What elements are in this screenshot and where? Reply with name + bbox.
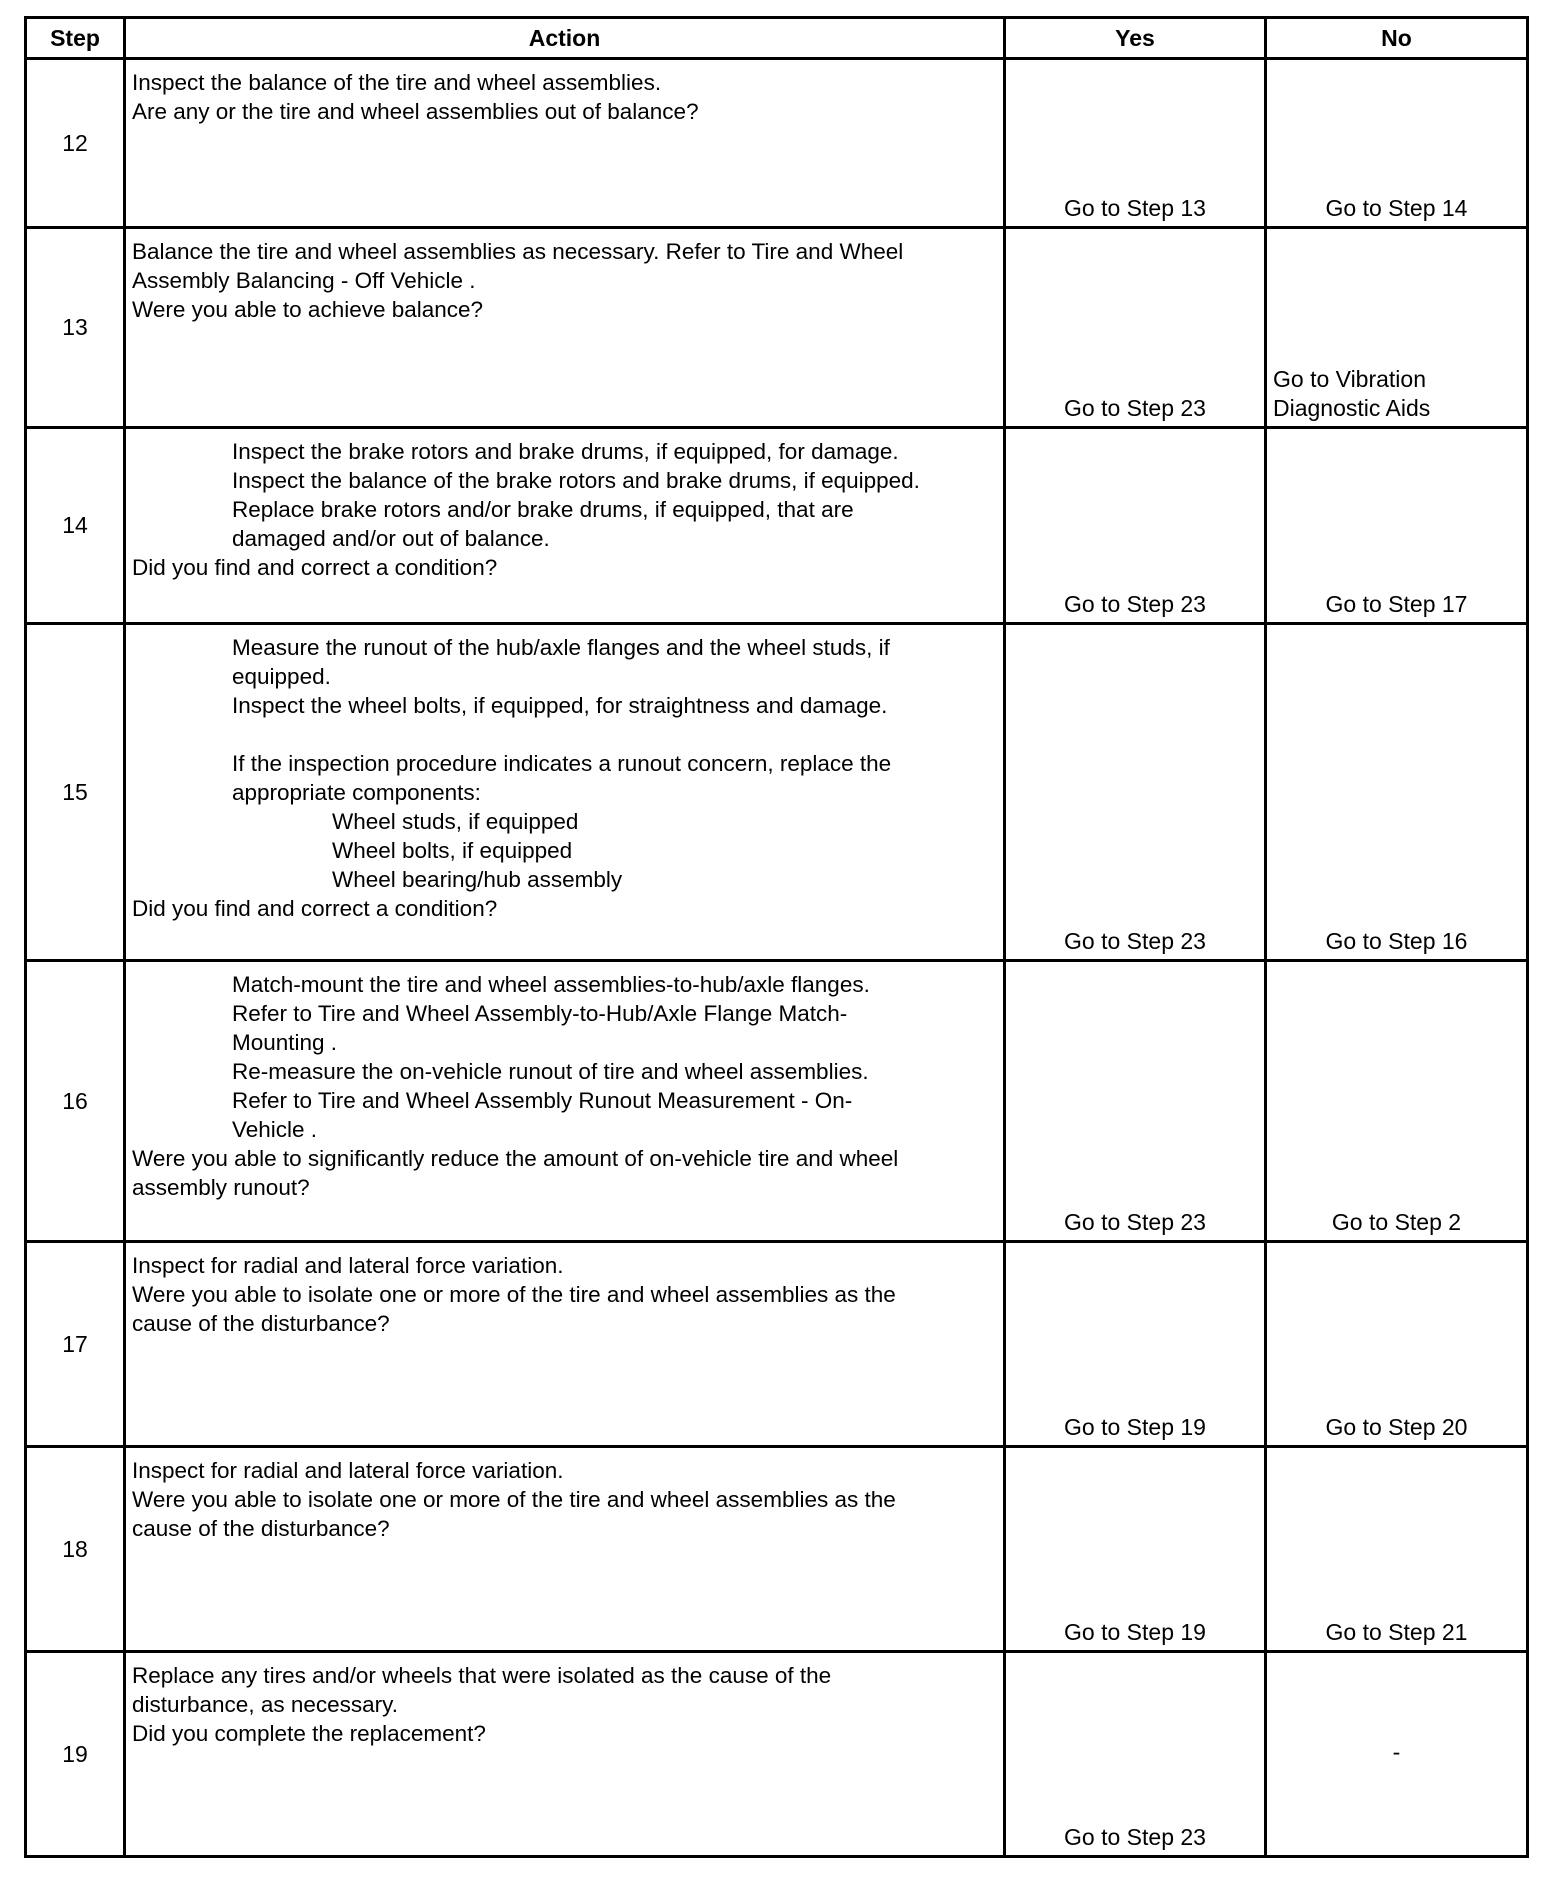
action-line: Match-mount the tire and wheel assemblies-to-hub/axle flanges. [232,972,870,997]
no-result: Go to Step 20 [1266,1242,1528,1447]
no-result-line: Diagnostic Aids [1273,395,1431,421]
action-line: damaged and/or out of balance. [232,526,550,551]
action-line: Inspect the balance of the tire and wheel assemblies. [132,70,662,95]
question-text: cause of the disturbance? [132,1311,390,1336]
action-spacer [132,720,995,749]
action-line: Inspect for radial and lateral force variation. [132,1458,564,1483]
action-line: Balance the tire and wheel assemblies as necessary. Refer to Tire and Wheel [132,239,904,264]
step-number: 16 [26,961,125,1242]
yes-result: Go to Step 13 [1005,59,1266,228]
no-result: - [1266,1652,1528,1857]
header-step: Step [26,18,125,59]
question-text: Were you able to isolate one or more of the tire and wheel assemblies as the [132,1282,896,1307]
action-line: disturbance, as necessary. [132,1692,398,1717]
step-number: 19 [26,1652,125,1857]
step-number: 13 [26,228,125,428]
question-text: Were you able to significantly reduce the amount of on-vehicle tire and wheel [132,1146,899,1171]
no-result: Go to Step 16 [1266,624,1528,961]
question-text: Did you complete the replacement? [132,1721,486,1746]
action-line: If the inspection procedure indicates a runout concern, replace the [232,751,892,776]
step-number: 15 [26,624,125,961]
no-result: Go to Step 14 [1266,59,1528,228]
yes-result: Go to Step 23 [1005,624,1266,961]
diagnostic-steps-table [24,16,1529,1858]
action-line: Re-measure the on-vehicle runout of tire and wheel assemblies. [232,1059,869,1084]
action-cell [125,961,1005,1242]
action-line: Replace brake rotors and/or brake drums, if equipped, that are [232,497,854,522]
action-cell [125,59,1005,228]
step-number: 12 [26,59,125,228]
table-row [26,1242,1528,1447]
question-text: Were you able to isolate one or more of the tire and wheel assemblies as the [132,1487,896,1512]
action-line: appropriate components: [232,780,481,805]
no-result: Go to Step 21 [1266,1447,1528,1652]
question-text: Did you find and correct a condition? [132,555,498,580]
action-line: equipped. [232,664,331,689]
step-number: 18 [26,1447,125,1652]
yes-result: Go to Step 19 [1005,1447,1266,1652]
action-subitem: Wheel bolts, if equipped [332,838,573,863]
action-line: Refer to Tire and Wheel Assembly Runout Measurement - On- [232,1088,853,1113]
step-number: 17 [26,1242,125,1447]
yes-result: Go to Step 19 [1005,1242,1266,1447]
question-text: Are any or the tire and wheel assemblies out of balance? [132,99,699,124]
action-cell [125,228,1005,428]
question-text: Were you able to achieve balance? [132,297,484,322]
yes-result: Go to Step 23 [1005,228,1266,428]
action-line: Refer to Tire and Wheel Assembly-to-Hub/Axle Flange Match- [232,1001,848,1026]
action-line: Inspect the wheel bolts, if equipped, for straightness and damage. [232,693,888,718]
action-cell [125,1242,1005,1447]
question-text: cause of the disturbance? [132,1516,390,1541]
action-cell [125,1652,1005,1857]
no-result-line: Go to Vibration [1273,366,1427,392]
yes-result: Go to Step 23 [1005,1652,1266,1857]
action-line: Inspect the balance of the brake rotors and brake drums, if equipped. [232,468,920,493]
question-text: Did you find and correct a condition? [132,896,498,921]
action-cell [125,1447,1005,1652]
no-result [1266,228,1528,428]
header-no: No [1266,18,1528,59]
step-number: 14 [26,428,125,624]
action-line: Replace any tires and/or wheels that were isolated as the cause of the [132,1663,832,1688]
action-line: Mounting . [232,1030,338,1055]
table-row [26,1652,1528,1857]
yes-result: Go to Step 23 [1005,961,1266,1242]
action-subitem: Wheel studs, if equipped [332,809,579,834]
action-cell [125,428,1005,624]
table-row [26,59,1528,228]
action-line: Assembly Balancing - Off Vehicle . [132,268,476,293]
action-line: Inspect the brake rotors and brake drums, if equipped, for damage. [232,439,899,464]
action-cell [125,624,1005,961]
header-action: Action [125,18,1005,59]
table-row [26,961,1528,1242]
action-subitem: Wheel bearing/hub assembly [332,867,623,892]
action-line: Inspect for radial and lateral force variation. [132,1253,564,1278]
header-yes: Yes [1005,18,1266,59]
table-row [26,228,1528,428]
yes-result: Go to Step 23 [1005,428,1266,624]
no-result: Go to Step 2 [1266,961,1528,1242]
table-row [26,624,1528,961]
table-header-row [26,18,1528,59]
table-row [26,1447,1528,1652]
diagnostic-table-sheet [24,16,1526,1858]
no-result: Go to Step 17 [1266,428,1528,624]
action-line: Measure the runout of the hub/axle flanges and the wheel studs, if [232,635,890,660]
table-row [26,428,1528,624]
action-line: Vehicle . [232,1117,318,1142]
question-text: assembly runout? [132,1175,310,1200]
